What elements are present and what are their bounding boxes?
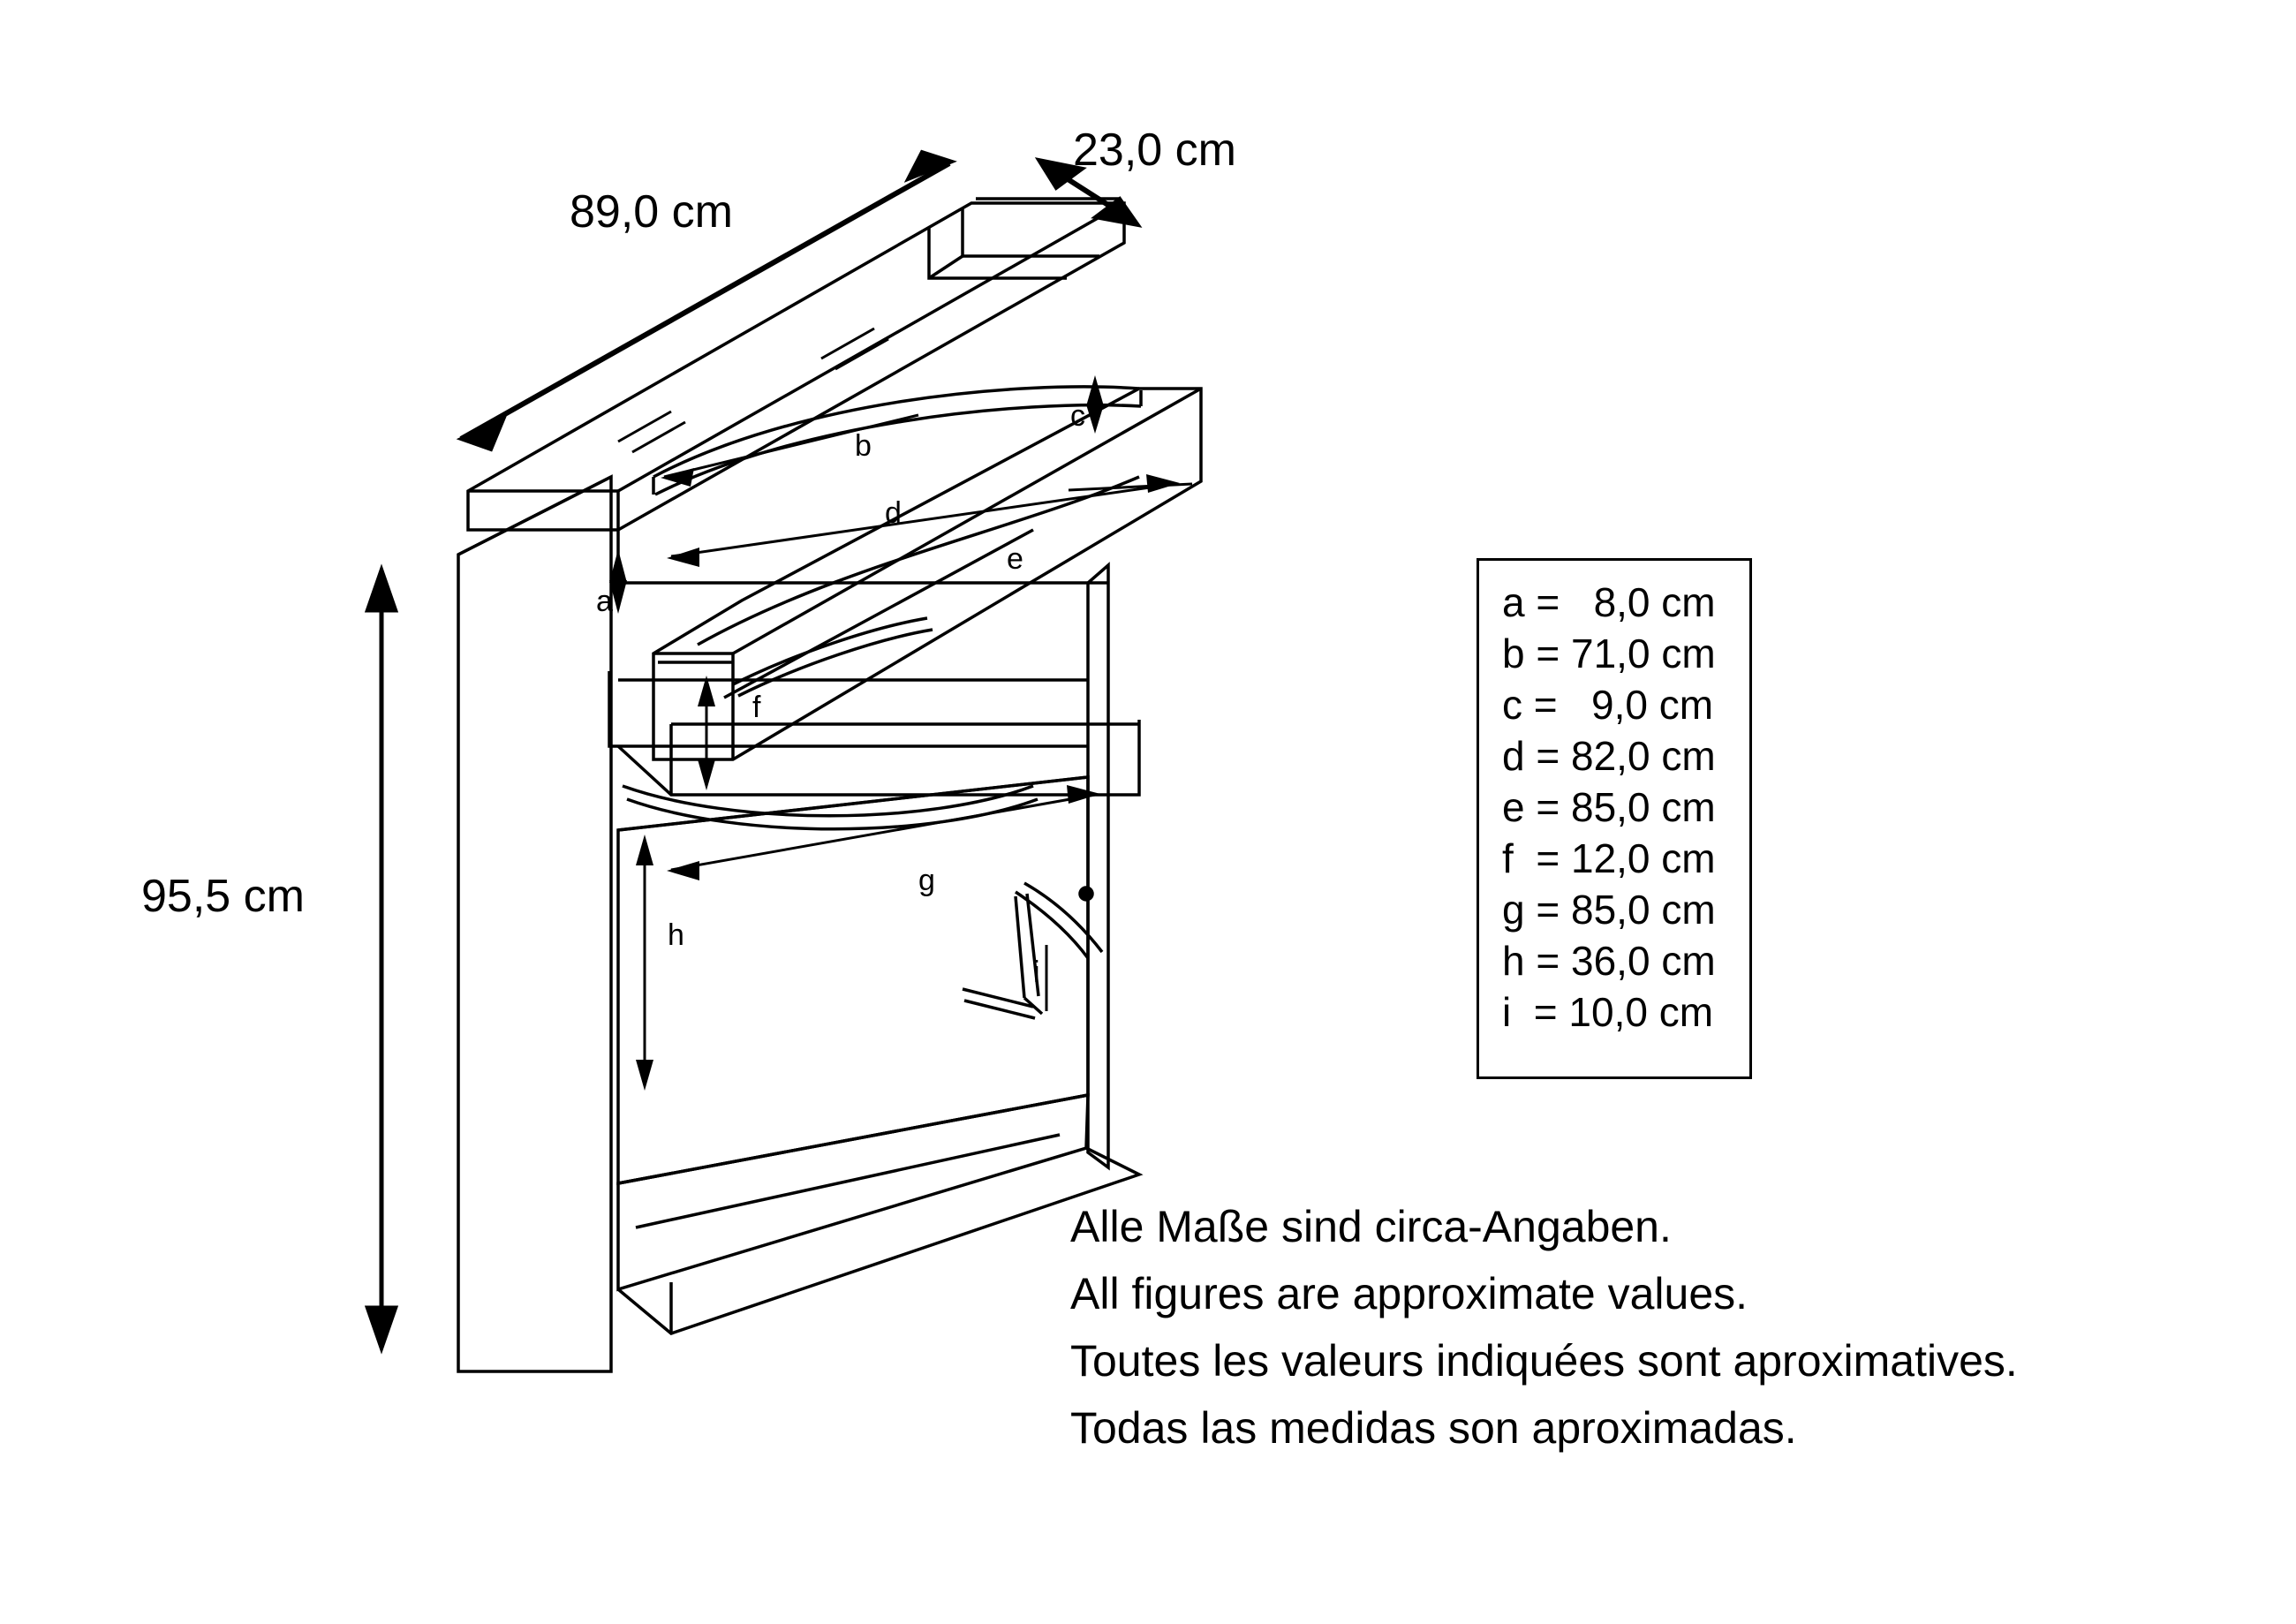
legend-item-d: d = 82,0 cm	[1502, 733, 1716, 779]
callout-e: e	[1007, 542, 1023, 576]
height-dimension-label: 95,5 cm	[141, 871, 305, 922]
legend-item-a: a = 8,0 cm	[1502, 579, 1716, 625]
height-arrowhead-bottom	[366, 1307, 397, 1350]
callout-c: c	[1070, 399, 1085, 433]
upper-drawer-open	[653, 389, 1201, 759]
legend-item-h: h = 36,0 cm	[1502, 938, 1716, 984]
callout-d: d	[885, 496, 902, 530]
cabinet-side-panel	[458, 477, 611, 1371]
top-board-shading	[618, 329, 888, 452]
callout-leaders	[609, 375, 1192, 1091]
legend-item-i: i = 10,0 cm	[1502, 989, 1714, 1035]
second-drawer	[609, 671, 1139, 829]
legend-item-b: b = 71,0 cm	[1502, 631, 1716, 676]
note-spanish: Todas las medidas son aproximadas.	[1070, 1403, 1797, 1453]
flap-hinge-mechanism	[963, 883, 1102, 1018]
cabinet-right-panel	[1088, 565, 1108, 1167]
callout-h: h	[668, 918, 684, 952]
legend-item-g: g = 85,0 cm	[1502, 887, 1716, 933]
lower-flap-open-leaf	[618, 1095, 1139, 1333]
legend-list	[1479, 561, 1749, 1038]
legend-item-f: f = 12,0 cm	[1502, 835, 1716, 881]
legend-item-c: c = 9,0 cm	[1502, 682, 1714, 728]
depth-dimension-label: 23,0 cm	[1073, 125, 1236, 176]
note-german: Alle Maße sind circa-Angaben.	[1070, 1202, 1672, 1251]
note-french: Toutes les valeurs indiquées sont aproximatives.	[1070, 1336, 2018, 1386]
legend-item-e: e = 85,0 cm	[1502, 784, 1716, 830]
callout-a: a	[596, 585, 613, 618]
callout-f: f	[752, 691, 761, 724]
width-dimension-label: 89,0 cm	[570, 186, 733, 238]
dimension-legend	[1477, 558, 1752, 1079]
callout-b: b	[855, 429, 872, 463]
callout-i: i	[1033, 956, 1040, 989]
approximation-notes	[1070, 1201, 2254, 1469]
note-english: All figures are approximate values.	[1070, 1269, 1748, 1318]
callout-g: g	[918, 864, 935, 897]
height-arrowhead-top	[366, 568, 397, 611]
upper-drawer-tray	[618, 387, 1141, 698]
